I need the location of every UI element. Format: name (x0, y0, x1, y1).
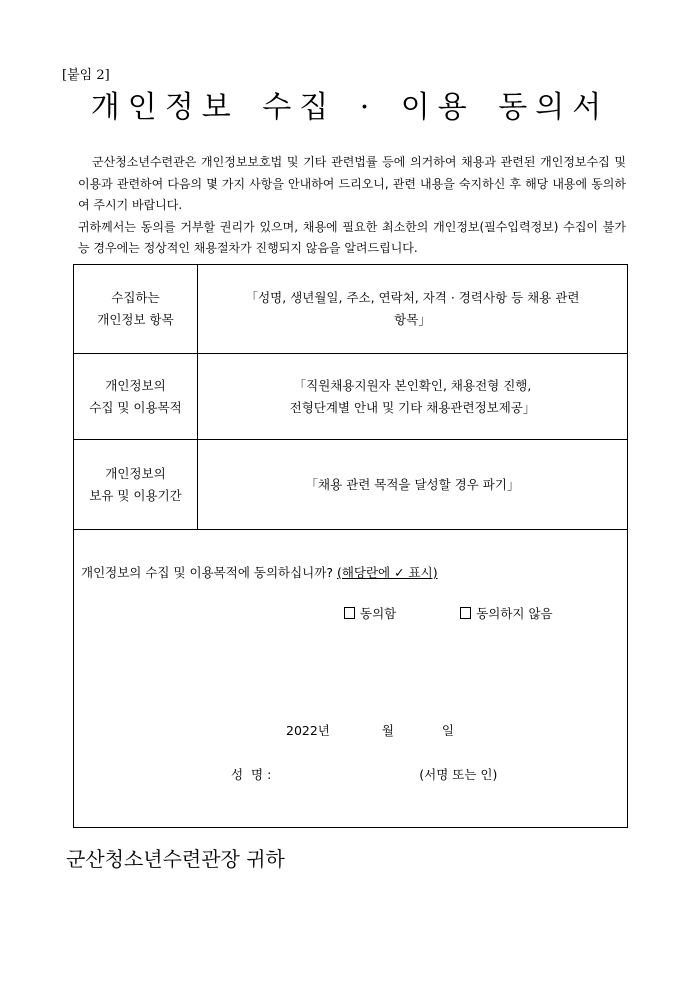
row-header-purpose (74, 354, 198, 440)
agree-checkbox[interactable] (344, 607, 355, 619)
name-label: 성 명 : (231, 767, 272, 782)
consent-question-text: 개인정보의 수집 및 이용목적에 동의하십니까? (81, 565, 333, 580)
recipient: 군산청소년수련관장 귀하 (66, 847, 285, 871)
document-title: 개인정보 수집 · 이용 동의서 (90, 90, 610, 125)
row-header-line: 개인정보의 (105, 377, 166, 393)
consent-hint: (해당란에 ✓ 표시) (336, 565, 438, 580)
table-row-purpose (74, 354, 628, 440)
consent-options (344, 604, 553, 622)
table-row-period (74, 440, 628, 530)
date-day: 일 (441, 723, 454, 738)
signature-hint: (서명 또는 인) (419, 767, 498, 782)
date-line (286, 721, 454, 739)
table-row-items (74, 265, 628, 354)
row-content-line: 항목」 (394, 312, 431, 327)
row-header-line: 수집하는 (111, 290, 160, 305)
consent-question (81, 563, 438, 581)
row-header-line: 보유 및 이용기간 (89, 487, 182, 503)
disagree-label: 동의하지 않음 (476, 606, 553, 621)
attachment-label: [붙임 2] (62, 68, 110, 83)
date-year: 2022년 (286, 723, 330, 738)
row-header-items (74, 265, 198, 354)
row-content-period (198, 440, 628, 530)
row-header-line: 개인정보 항목 (97, 312, 174, 327)
consent-section (73, 529, 628, 828)
agree-option[interactable] (344, 604, 396, 622)
intro-paragraph-1: 군산청소년수련관은 개인정보보호법 및 기타 관련법률 등에 의거하여 채용과 관련된 개인정보수집 및 이용과 관련하여 다음의 몇 가지 사항을 안내하여 드리오니, 관련 내용을 숙지하신 후 해당 내용에 동의하여 주시기 바랍니다. (78, 155, 626, 212)
disagree-checkbox[interactable] (460, 607, 471, 619)
date-month: 월 (381, 723, 394, 738)
row-content-line: 「채용 관련 목적을 달성할 경우 파기」 (305, 476, 520, 492)
row-header-line: 수집 및 이용목적 (89, 399, 182, 415)
row-content-line: 전형단계별 안내 및 기타 채용관련정보제공」 (289, 399, 536, 415)
row-header-period (74, 440, 198, 530)
agree-label: 동의함 (360, 606, 397, 621)
intro-text (78, 152, 626, 260)
intro-paragraph-2: 귀하께서는 동의를 거부할 권리가 있으며, 채용에 필요한 최소한의 개인정보(필수입력정보) 수집이 불가능 경우에는 정상적인 채용절차가 진행되지 않음을 알려드립니다. (78, 219, 626, 255)
row-content-line: 「성명, 생년월일, 주소, 연락처, 자격 · 경력사항 등 채용 관련 (245, 290, 580, 305)
row-content-purpose (198, 354, 628, 440)
disagree-option[interactable] (460, 604, 552, 622)
info-table (73, 264, 628, 530)
row-content-items (198, 265, 628, 354)
row-content-line: 「직원채용지원자 본인확인, 채용전형 진행, (293, 377, 532, 393)
row-header-line: 개인정보의 (105, 465, 166, 481)
signature-line (231, 765, 497, 783)
